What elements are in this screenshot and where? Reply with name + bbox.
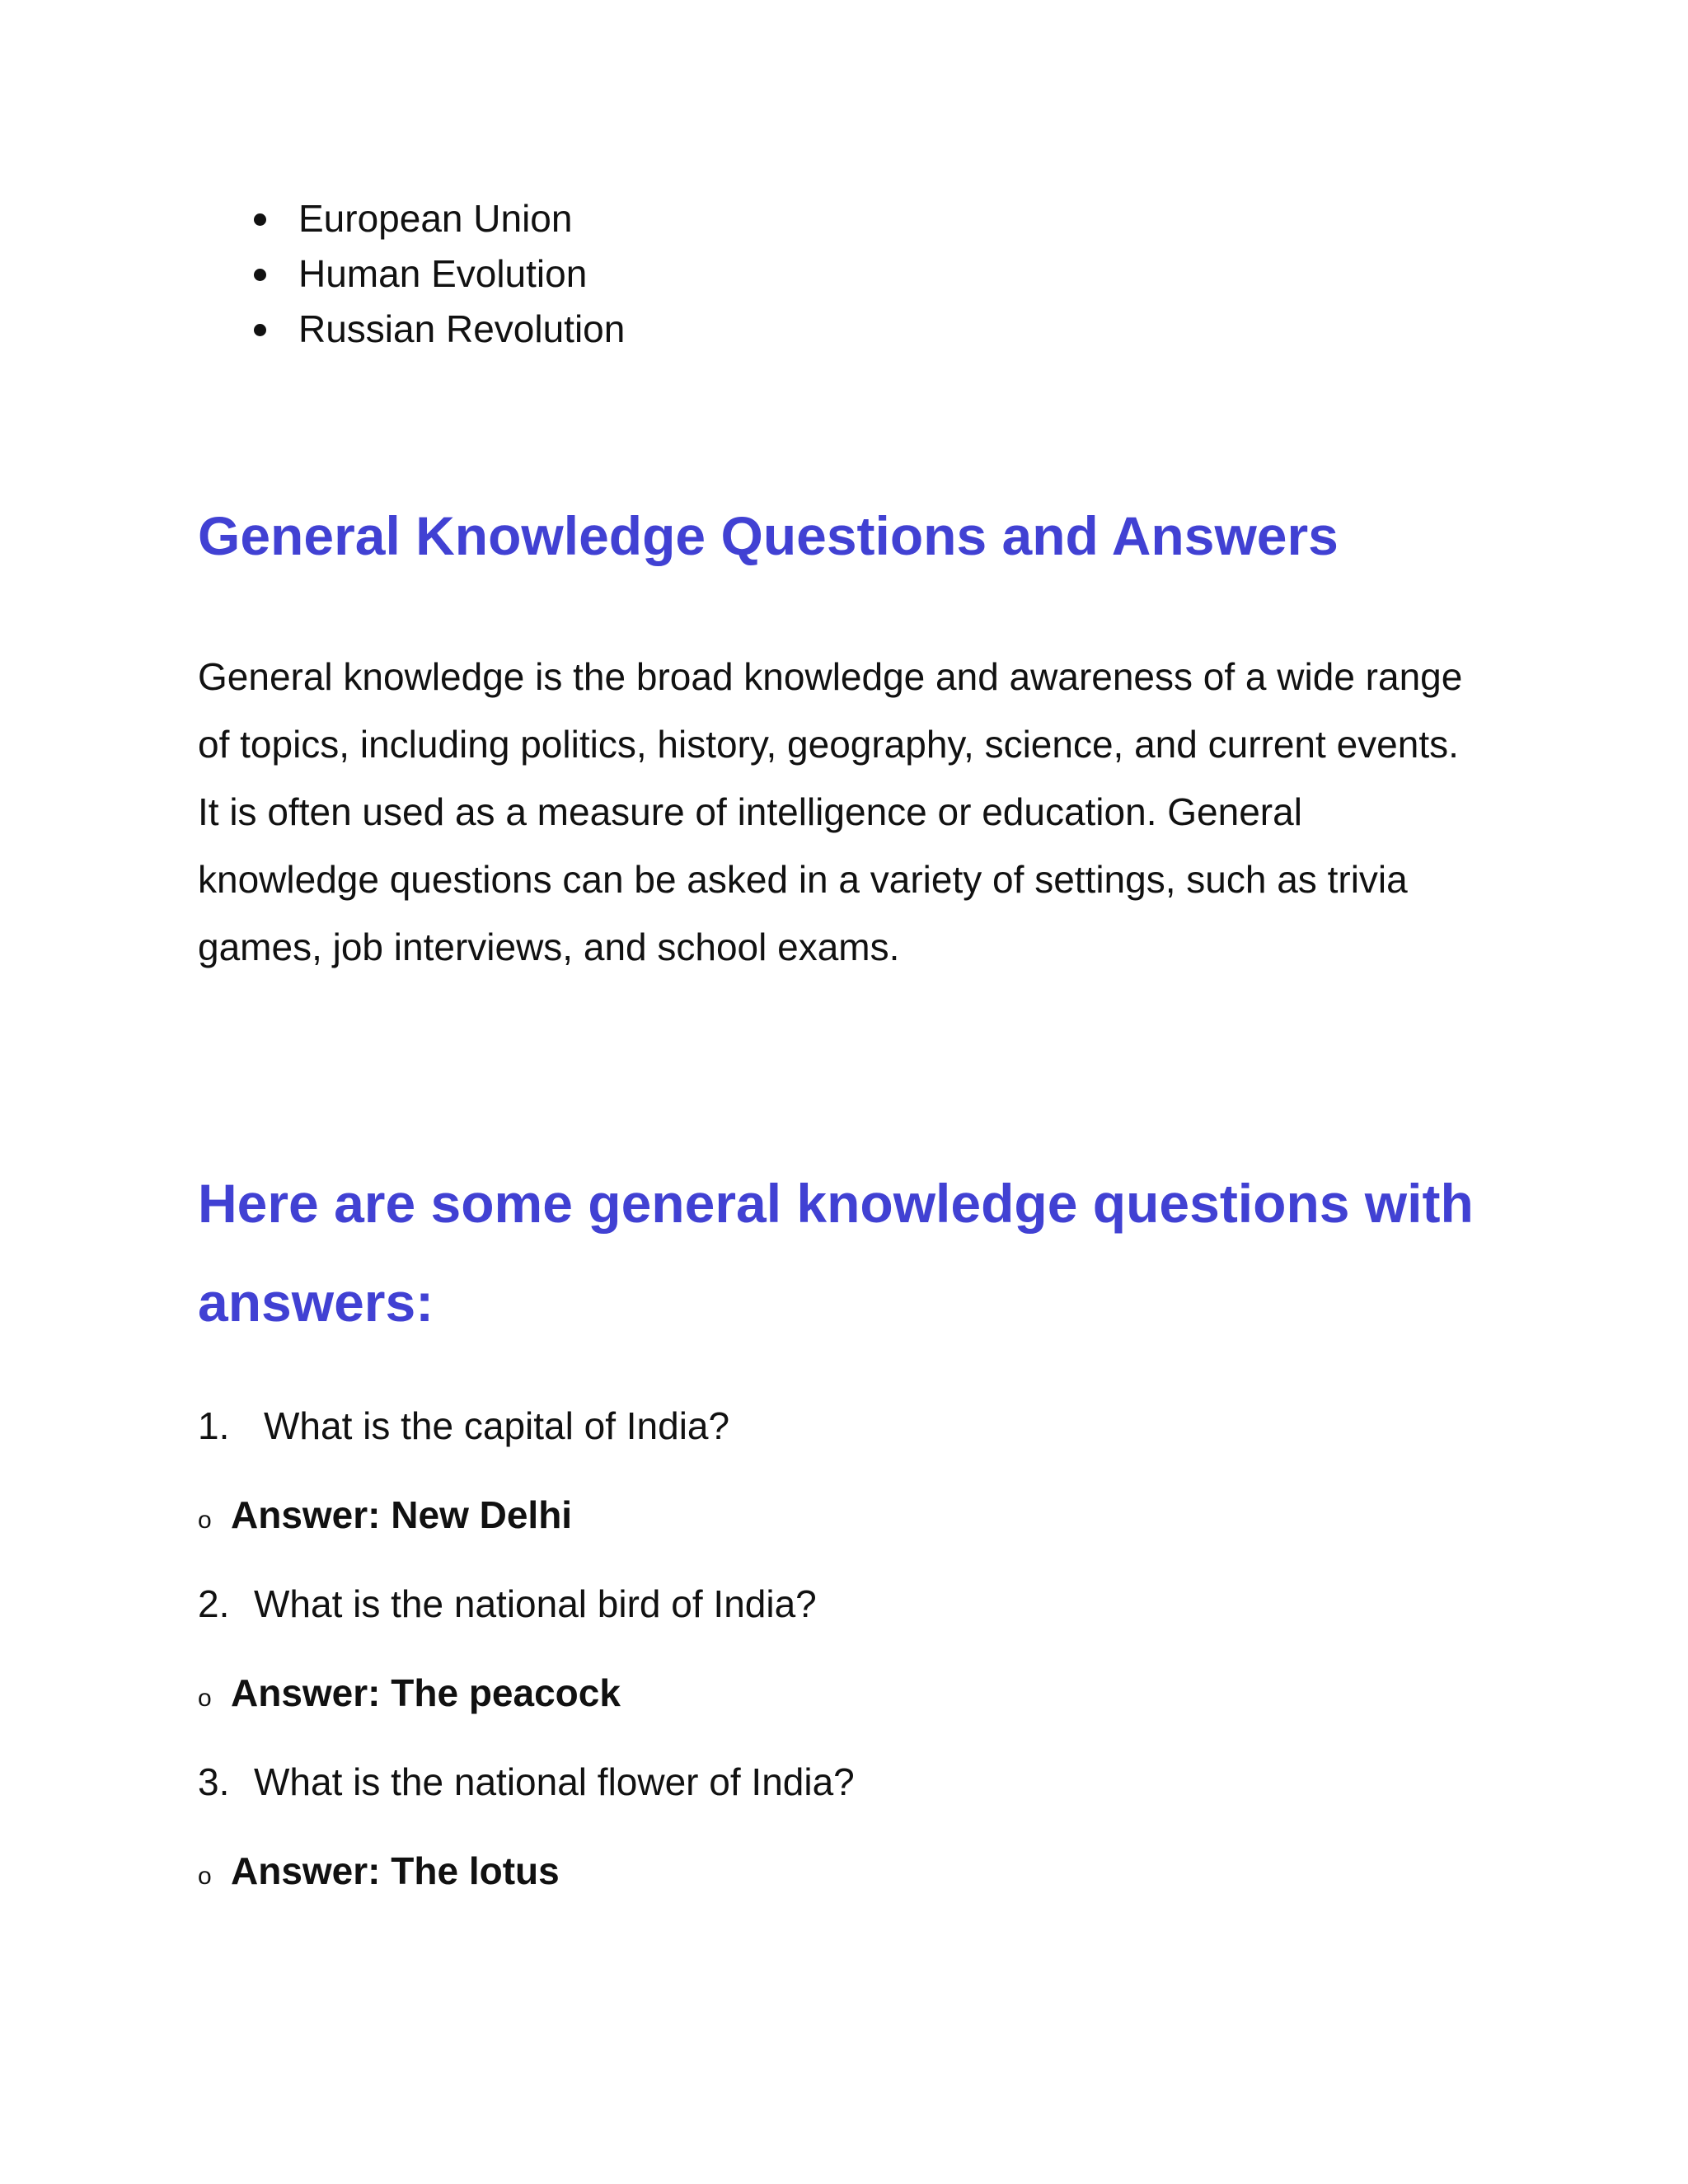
- section-heading-questions: [198, 1154, 1474, 1352]
- list-item-label: Russian Revolution: [298, 307, 626, 350]
- circle-bullet-icon: o: [198, 1507, 212, 1534]
- intro-line: games, job interviews, and school exams.: [198, 926, 900, 968]
- intro-line: It is often used as a measure of intelligence or education. General: [198, 790, 1302, 833]
- list-item-label: Human Evolution: [298, 252, 588, 295]
- topic-list: [247, 191, 625, 357]
- circle-bullet-icon: o: [198, 1685, 212, 1712]
- list-item: [247, 246, 625, 302]
- circle-bullet-icon: o: [198, 1863, 212, 1890]
- answer-text: Answer: New Delhi: [231, 1493, 573, 1536]
- answer-text: Answer: The peacock: [231, 1671, 621, 1714]
- intro-line: knowledge questions can be asked in a variety of settings, such as trivia: [198, 858, 1408, 901]
- list-item-label: European Union: [298, 197, 573, 240]
- question-text: What is the national flower of India?: [254, 1760, 855, 1803]
- question-number: 1.: [198, 1404, 230, 1447]
- heading-line: answers:: [198, 1272, 434, 1333]
- answer-item: [198, 1668, 621, 1723]
- question-item: [198, 1401, 729, 1451]
- bullet-icon: [254, 213, 266, 226]
- question-item: [198, 1579, 817, 1629]
- section-heading-gk: General Knowledge Questions and Answers: [198, 505, 1339, 566]
- bullet-icon: [254, 269, 266, 281]
- intro-paragraph: [198, 643, 1462, 981]
- list-item: [247, 302, 625, 357]
- heading-line: Here are some general knowledge questions with: [198, 1173, 1474, 1234]
- question-number: 2.: [198, 1582, 230, 1625]
- intro-line: General knowledge is the broad knowledge and awareness of a wide range: [198, 655, 1463, 698]
- bullet-icon: [254, 324, 266, 336]
- question-text: What is the capital of India?: [264, 1404, 730, 1447]
- answer-item: [198, 1846, 560, 1901]
- question-text: What is the national bird of India?: [254, 1582, 817, 1625]
- question-item: [198, 1757, 855, 1807]
- question-number: 3.: [198, 1760, 230, 1803]
- answer-item: [198, 1490, 572, 1545]
- intro-line: of topics, including politics, history, geography, science, and current events.: [198, 723, 1459, 766]
- list-item: [247, 191, 625, 246]
- answer-text: Answer: The lotus: [231, 1849, 560, 1892]
